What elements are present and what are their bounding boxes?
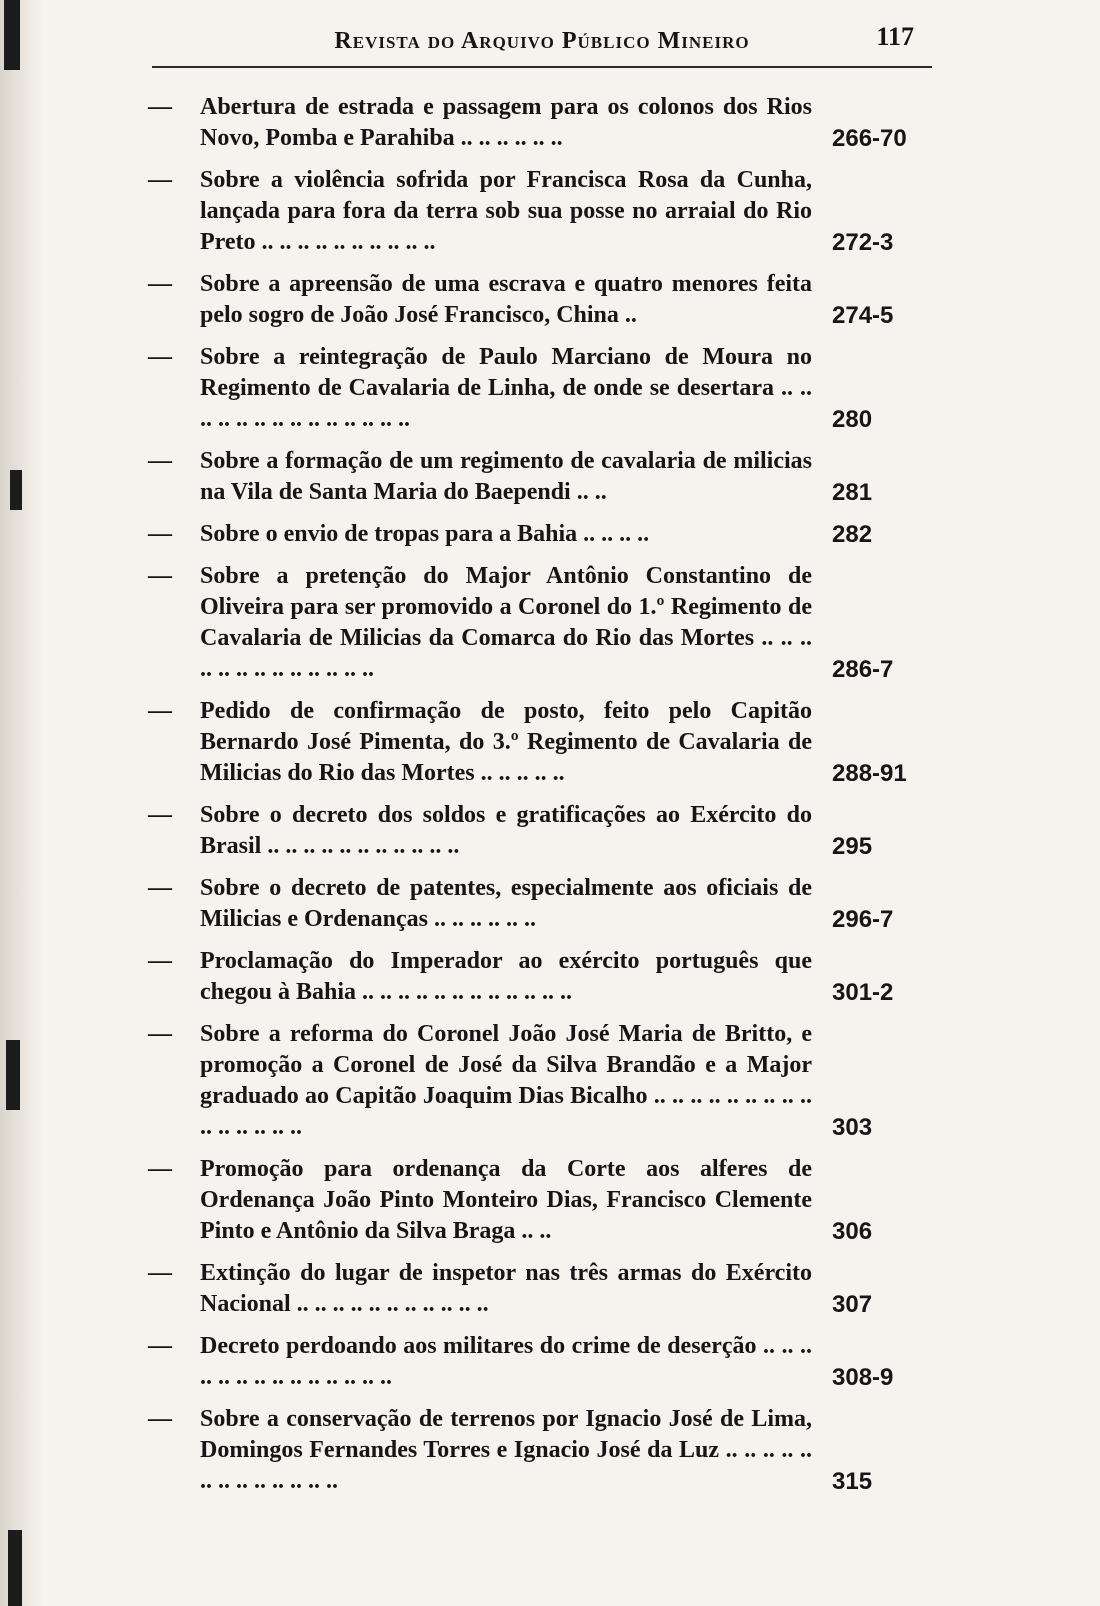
- entry-page-ref: 307: [832, 1291, 873, 1318]
- index-entry: [148, 519, 948, 550]
- book-spine-shadow: [0, 0, 44, 1606]
- entry-dash: —: [148, 563, 172, 589]
- entry-page-ref: 266-70: [832, 125, 907, 152]
- index-entry: [148, 165, 948, 258]
- entry-text: Sobre o decreto dos soldos e gratificações ao Exército do Brasil .. .. .. .. .. .. .. .. .. .. ..: [200, 802, 812, 859]
- entry-dash: —: [148, 698, 172, 724]
- running-title: Revista do Arquivo Público Mineiro: [334, 28, 750, 54]
- entry-page-ref: 308-9: [832, 1364, 894, 1391]
- entry-page-ref: 286-7: [832, 656, 894, 683]
- index-entry: [148, 800, 948, 862]
- entry-dash: —: [148, 1156, 172, 1182]
- index-entry: [148, 1019, 948, 1143]
- index-entry: [148, 92, 948, 154]
- entry-text: Sobre a reintegração de Paulo Marciano de Moura no Regimento de Cavalaria de Linha, de onde se desertara .. .. .. .. .. .. .. .. .. .. .. .. .. ..: [200, 344, 812, 432]
- entry-text: Sobre a formação de um regimento de cavalaria de milicias na Vila de Santa Maria do Baependi .. ..: [200, 448, 812, 505]
- entry-text: Sobre a violência sofrida por Francisca Rosa da Cunha, lançada para fora da terra sob sua posse no arraial do Rio Preto .. .. .. .. .. .. .. .. .. ..: [200, 167, 812, 255]
- entry-dash: —: [148, 94, 172, 120]
- entry-text: Sobre o decreto de patentes, especialmente aos oficiais de Milicias e Ordenanças .. .. .. .. .. ..: [200, 875, 812, 932]
- entry-text: Pedido de confirmação de posto, feito pelo Capitão Bernardo José Pimenta, do 3.º Regimento de Cavalaria de Milicias do Rio das Mortes .. .. .. .. ..: [200, 698, 812, 786]
- entry-dash: —: [148, 344, 172, 370]
- index-entry: [148, 873, 948, 935]
- entry-dash: —: [148, 271, 172, 297]
- entry-text: Promoção para ordenança da Corte aos alferes de Ordenança João Pinto Monteiro Dias, Francisco Clemente Pinto e Antônio da Silva Braga .. ..: [200, 1156, 812, 1244]
- index-entry: [148, 696, 948, 789]
- binding-mark: [6, 1040, 20, 1110]
- index-entry: [148, 342, 948, 435]
- entry-page-ref: 282: [832, 521, 873, 548]
- entry-text: Decreto perdoando aos militares do crime de deserção .. .. .. .. .. .. .. .. .. .. .. .. .. ..: [200, 1333, 812, 1390]
- entry-text: Sobre a conservação de terrenos por Ignacio José de Lima, Domingos Fernandes Torres e Ignacio José da Luz .. .. .. .. .. .. .. .. .. .. .. .. ..: [200, 1406, 812, 1494]
- entry-page-ref: 281: [832, 479, 873, 506]
- entry-dash: —: [148, 521, 172, 547]
- entry-dash: —: [148, 948, 172, 974]
- entry-text: Abertura de estrada e passagem para os colonos dos Rios Novo, Pomba e Parahiba .. .. .. .. .. ..: [200, 94, 812, 151]
- index-entry: [148, 1404, 948, 1497]
- entry-page-ref: 288-91: [832, 760, 907, 787]
- binding-mark: [4, 0, 20, 70]
- entry-text: Sobre a pretenção do Major Antônio Constantino de Oliveira para ser promovido a Coronel do 1.º Regimento de Cavalaria de Milicias da Comarca do Rio das Mortes .. .. .. .. .. .. .. .. .. .. .. .. ..: [200, 563, 812, 682]
- entry-text: Sobre a reforma do Coronel João José Maria de Britto, e promoção a Coronel de José da Silva Brandão e a Major graduado ao Capitão Joaquim Dias Bicalho .. .. .. .. .. .. .. .. .. .. .. .. .. .. ..: [200, 1021, 812, 1140]
- entry-dash: —: [148, 1021, 172, 1047]
- entry-dash: —: [148, 167, 172, 193]
- page-number: 117: [876, 22, 914, 51]
- entry-dash: —: [148, 1333, 172, 1359]
- index-entries: [148, 92, 948, 1508]
- entry-page-ref: 315: [832, 1468, 873, 1495]
- entry-page-ref: 280: [832, 406, 873, 433]
- entry-dash: —: [148, 875, 172, 901]
- entry-dash: —: [148, 1260, 172, 1286]
- entry-text: Extinção do lugar de inspetor nas três armas do Exército Nacional .. .. .. .. .. .. .. .. .. .. ..: [200, 1260, 812, 1317]
- page-header: [152, 22, 932, 68]
- index-entry: [148, 1154, 948, 1247]
- index-entry: [148, 946, 948, 1008]
- index-entry: [148, 561, 948, 685]
- entry-page-ref: 303: [832, 1114, 873, 1141]
- index-entry: [148, 1258, 948, 1320]
- entry-text: Proclamação do Imperador ao exército português que chegou à Bahia .. .. .. .. .. .. .. .. .. .. .. ..: [200, 948, 812, 1005]
- index-entry: [148, 446, 948, 508]
- binding-mark: [8, 1530, 22, 1606]
- entry-page-ref: 295: [832, 833, 873, 860]
- entry-dash: —: [148, 802, 172, 828]
- entry-text: Sobre o envio de tropas para a Bahia .. .. .. ..: [200, 521, 650, 547]
- entry-dash: —: [148, 1406, 172, 1432]
- entry-text: Sobre a apreensão de uma escrava e quatro menores feita pelo sogro de João José Francisco, China ..: [200, 271, 812, 328]
- entry-page-ref: 301-2: [832, 979, 894, 1006]
- entry-page-ref: 306: [832, 1218, 873, 1245]
- binding-mark: [10, 470, 22, 510]
- entry-page-ref: 272-3: [832, 229, 894, 256]
- entry-page-ref: 296-7: [832, 906, 894, 933]
- index-entry: [148, 1331, 948, 1393]
- entry-page-ref: 274-5: [832, 302, 894, 329]
- entry-dash: —: [148, 448, 172, 474]
- index-entry: [148, 269, 948, 331]
